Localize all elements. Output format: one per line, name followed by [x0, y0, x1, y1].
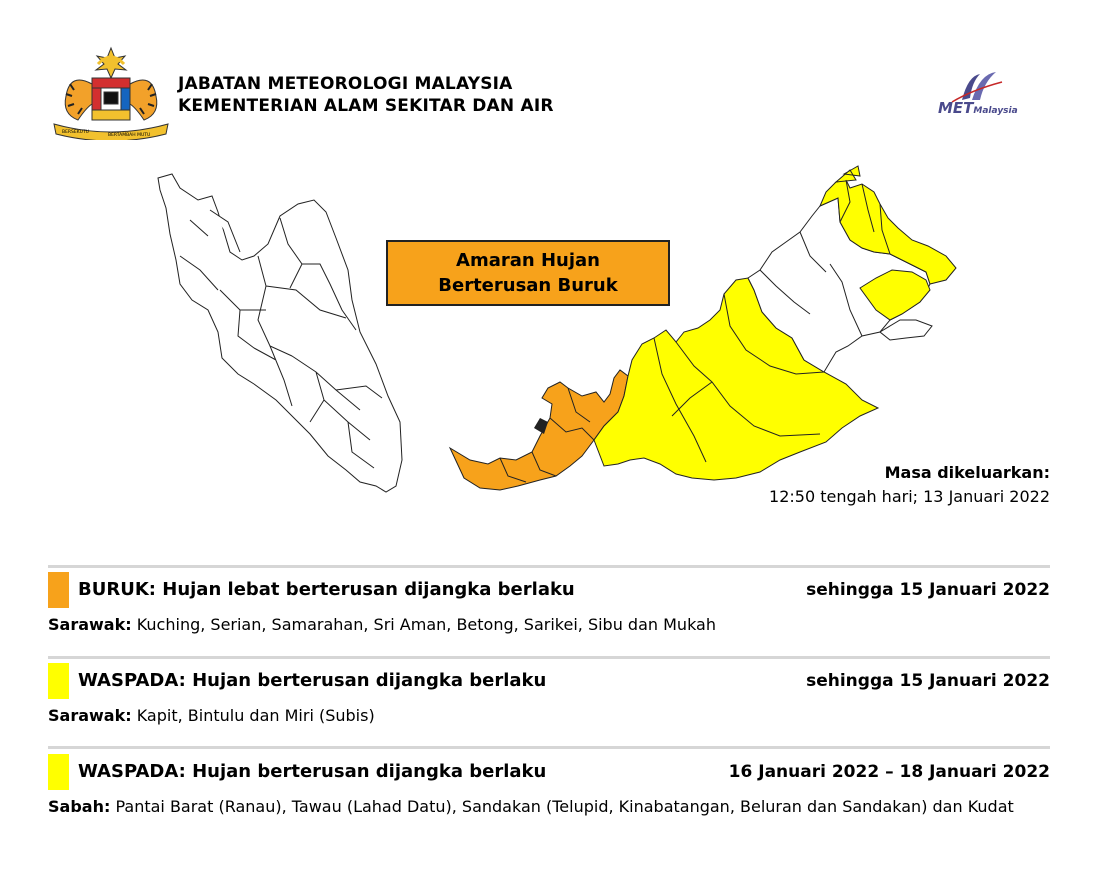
issued-label: Masa dikeluarkan: — [884, 463, 1050, 482]
issued-time — [769, 461, 1050, 509]
warning-waspada-sabah — [48, 754, 1050, 818]
agency-line-1: JABATAN METEOROLOGI MALAYSIA — [178, 74, 513, 94]
warning-buruk — [48, 572, 1050, 636]
agency-line-2: KEMENTERIAN ALAM SEKITAR DAN AIR — [178, 96, 554, 116]
peninsular-malaysia — [158, 174, 402, 492]
met-logo-big: MET — [938, 99, 974, 117]
divider — [48, 656, 1050, 659]
warning-headline: WASPADA: Hujan berterusan dijangka berlaku — [78, 761, 547, 782]
warning-period: 16 Januari 2022 – 18 Januari 2022 — [728, 762, 1050, 782]
met-malaysia-logo — [932, 70, 1050, 120]
warning-areas: Sabah: Pantai Barat (Ranau), Tawau (Lahad Datu), Sandakan (Telupid, Kinabatangan, Beluran dan Sandakan) dan Kudat — [48, 797, 1014, 816]
warning-areas: Sarawak: Kuching, Serian, Samarahan, Sri Aman, Betong, Sarikei, Sibu dan Mukah — [48, 615, 716, 634]
coat-of-arms-logo — [48, 44, 174, 140]
crest-motto-right: BERTAMBAH MUTU — [108, 133, 151, 138]
map-title-line-2: Berterusan Buruk — [438, 275, 618, 296]
issued-value: 12:50 tengah hari; 13 Januari 2022 — [769, 487, 1050, 506]
warning-areas: Sarawak: Kapit, Bintulu dan Miri (Subis) — [48, 706, 375, 725]
divider — [48, 746, 1050, 749]
crest-motto-left: BERSEKUTU — [62, 130, 89, 135]
buruk-swatch — [48, 572, 69, 608]
met-logo-small: Malaysia — [973, 106, 1018, 116]
warning-headline: BURUK: Hujan lebat berterusan dijangka berlaku — [78, 579, 575, 600]
waspada-swatch — [48, 754, 69, 790]
warning-waspada-sarawak — [48, 663, 1050, 727]
divider — [48, 565, 1050, 568]
warning-period: sehingga 15 Januari 2022 — [806, 671, 1050, 691]
warning-headline: WASPADA: Hujan berterusan dijangka berlaku — [78, 670, 547, 691]
map-title-box — [386, 240, 670, 306]
agency-name — [178, 73, 554, 117]
waspada-swatch — [48, 663, 69, 699]
map-title-line-1: Amaran Hujan — [456, 250, 600, 271]
warning-period: sehingga 15 Januari 2022 — [806, 580, 1050, 600]
